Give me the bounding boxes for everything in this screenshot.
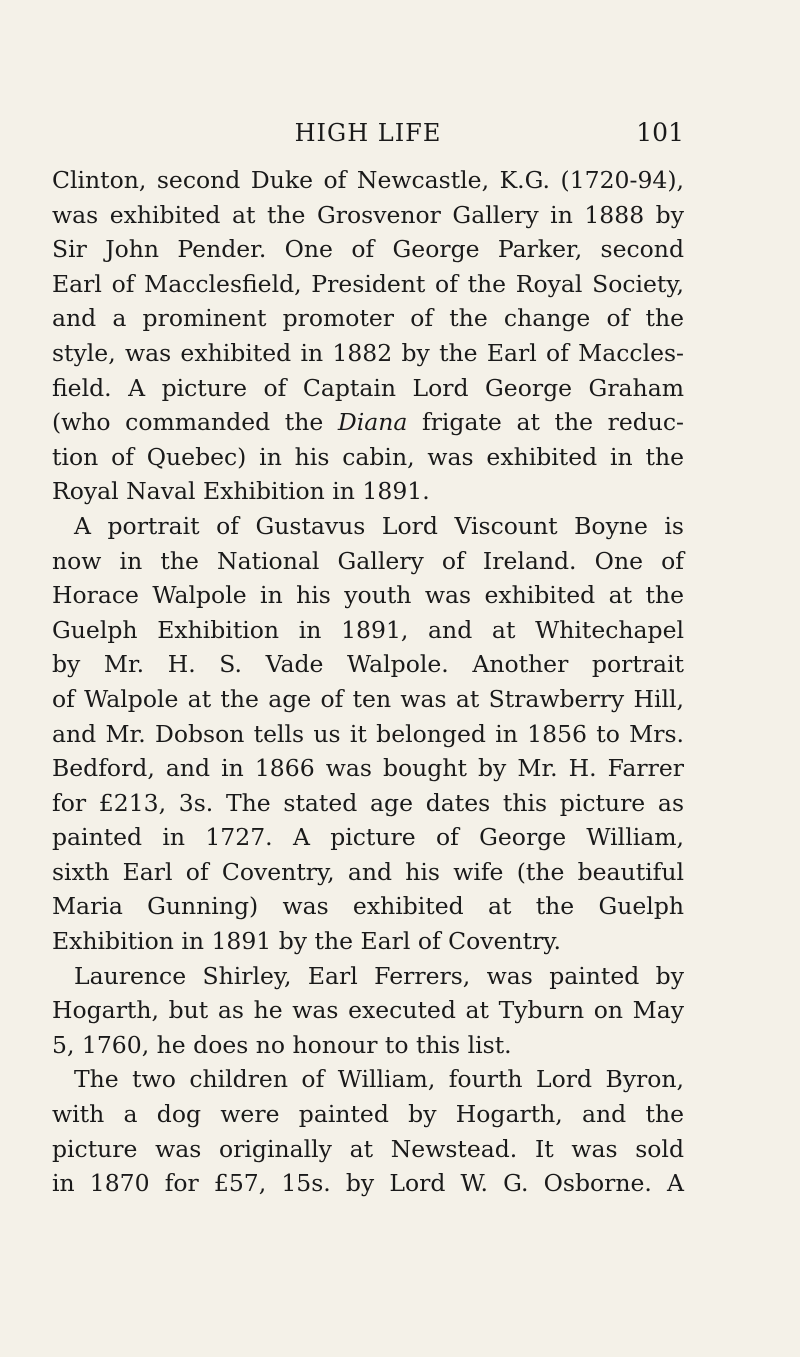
text-line: Sir John Pender. One of George Parker, second: [52, 235, 684, 264]
text-line: 5, 1760, he does no honour to this list.: [52, 1030, 512, 1059]
text-segment: frigate at the reduc-: [407, 408, 685, 437]
text-line: by Mr. H. S. Vade Walpole. Another portrait: [52, 650, 684, 679]
text-line: Laurence Shirley, Earl Ferrers, was painted by: [74, 961, 684, 990]
text-line: Bedford, and in 1866 was bought by Mr. H. Farrer: [52, 754, 684, 783]
text-line: was exhibited at the Grosvenor Gallery in 1888 by: [52, 200, 684, 229]
text-line: [52, 405, 684, 440]
paragraph: [52, 959, 684, 1063]
text-line: in 1870 for £57, 15s. by Lord W. G. Osborne. A: [52, 1169, 684, 1198]
text-line: painted in 1727. A picture of George William,: [52, 823, 684, 852]
text-line: Guelph Exhibition in 1891, and at Whitechapel: [52, 615, 684, 644]
text-line: and a prominent promoter of the change of the: [52, 304, 684, 333]
ship-name: Diana: [337, 408, 408, 437]
text-line: Exhibition in 1891 by the Earl of Coventry.: [52, 927, 561, 956]
text-line: style, was exhibited in 1882 by the Earl of Maccles-: [52, 338, 684, 367]
text-line: for £213, 3s. The stated age dates this picture as: [52, 788, 684, 817]
text-line: The two children of William, fourth Lord Byron,: [74, 1065, 684, 1094]
text-line: field. A picture of Captain Lord George Graham: [52, 373, 684, 402]
text-line: picture was originally at Newstead. It was sold: [52, 1134, 684, 1163]
page-header: [52, 116, 684, 150]
text-line: tion of Quebec) in his cabin, was exhibited in the: [52, 442, 684, 471]
paragraph: [52, 163, 684, 509]
text-line: now in the National Gallery of Ireland. One of: [52, 546, 684, 575]
text-line: and Mr. Dobson tells us it belonged in 1856 to Mrs.: [52, 719, 684, 748]
text-line: of Walpole at the age of ten was at Strawberry Hill,: [52, 684, 684, 713]
text-line: sixth Earl of Coventry, and his wife (the beautiful: [52, 857, 684, 886]
text-line: Maria Gunning) was exhibited at the Guelph: [52, 892, 684, 921]
text-line: A portrait of Gustavus Lord Viscount Boyne is: [74, 511, 684, 540]
paragraph: [52, 1062, 684, 1200]
body-text: [52, 163, 684, 1201]
text-segment: (who commanded the: [52, 408, 338, 437]
text-line: Royal Naval Exhibition in 1891.: [52, 477, 430, 506]
text-line: Hogarth, but as he was executed at Tyburn on May: [52, 996, 684, 1025]
running-head: HIGH LIFE: [294, 119, 442, 147]
page-number: 101: [636, 118, 684, 147]
text-line: Horace Walpole in his youth was exhibited at the: [52, 581, 684, 610]
text-line: Earl of Macclesfield, President of the Royal Society,: [52, 269, 684, 298]
paragraph: [52, 509, 684, 959]
text-line: Clinton, second Duke of Newcastle, K.G. (1720-94),: [52, 166, 684, 194]
text-line: with a dog were painted by Hogarth, and the: [52, 1100, 684, 1129]
